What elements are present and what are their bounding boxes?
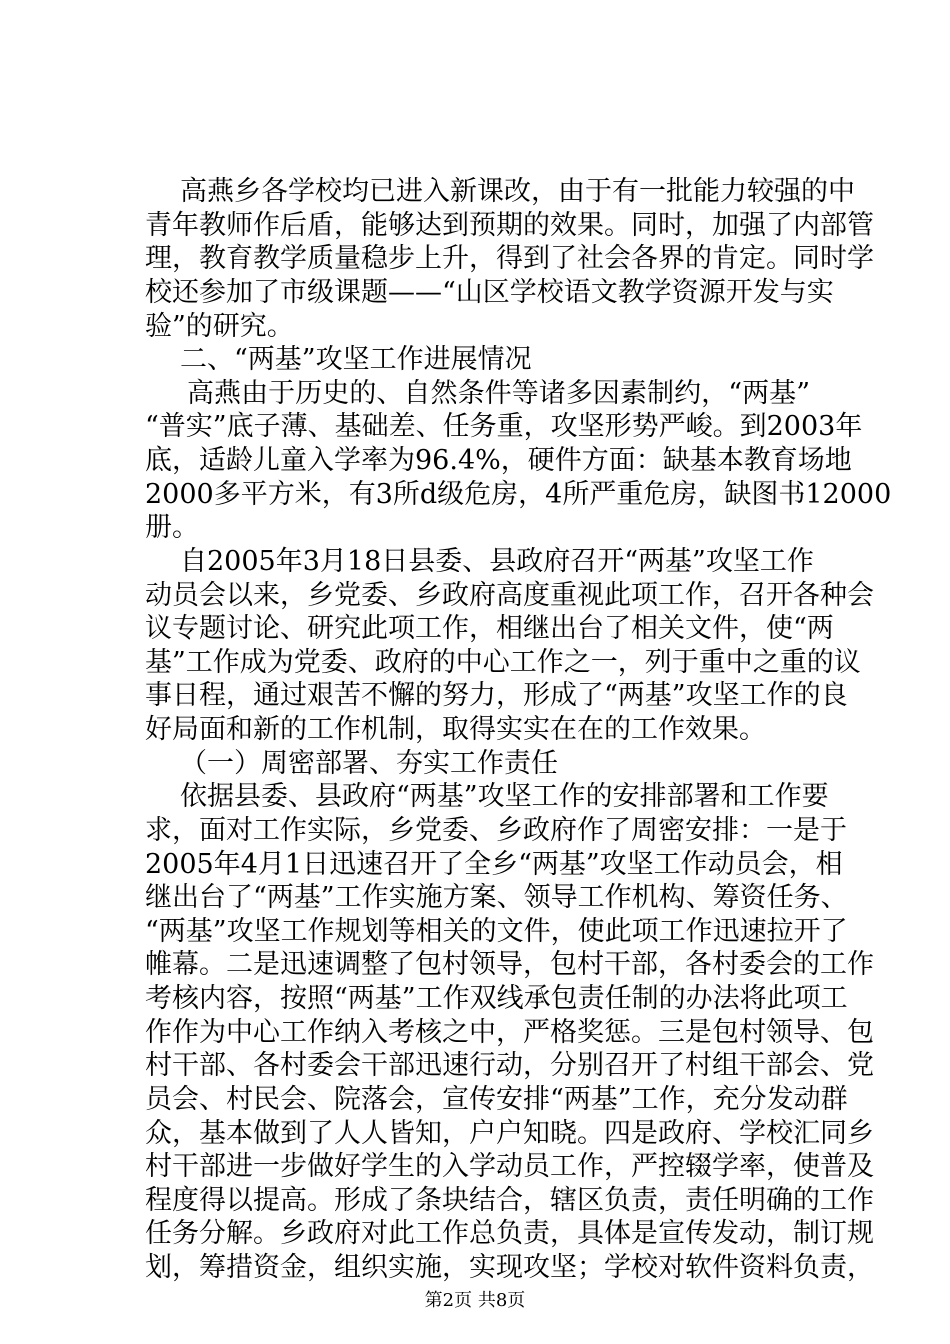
- subsection-heading: （一）周密部署、夯实工作责任: [180, 748, 558, 779]
- text-line: 校还参加了市级课题——“山区学校语文教学资源开发与实: [145, 277, 834, 308]
- text-line: “普实”底子薄、基础差、任务重，攻坚形势严峻。到2003年: [145, 411, 863, 442]
- text-line: 高燕乡各学校均已进入新课改，由于有一批能力较强的中: [180, 176, 855, 207]
- text-line: 任务分解。乡政府对此工作总负责，具体是宣传发动，制订规: [145, 1218, 874, 1249]
- text-line: 程度得以提高。形成了条块结合，辖区负责，责任明确的工作: [145, 1185, 874, 1216]
- text-line: 验”的研究。: [145, 311, 294, 342]
- text-line: 依据县委、县政府“两基”攻坚工作的安排部署和工作要: [180, 781, 829, 812]
- text-line: 事日程，通过艰苦不懈的努力，形成了“两基”攻坚工作的良: [145, 680, 848, 711]
- text-line: 求，面对工作实际，乡党委、乡政府作了周密安排：一是于: [145, 815, 847, 846]
- text-line: 村干部、各村委会干部迅速行动，分别召开了村组干部会、党: [145, 1050, 874, 1081]
- text-line: 议专题讨论、研究此项工作，相继出台了相关文件，使“两: [145, 613, 834, 644]
- text-line: 底，适龄儿童入学率为96.4%，硬件方面：缺基本教育场地: [145, 445, 852, 476]
- text-line: 划，筹措资金，组织实施，实现攻坚；学校对软件资料负责，: [145, 1252, 874, 1283]
- text-line: 众，基本做到了人人皆知，户户知晓。四是政府、学校汇同乡: [145, 1118, 874, 1149]
- text-line: 好局面和新的工作机制，取得实实在在的工作效果。: [145, 714, 766, 745]
- text-line: 员会、村民会、院落会，宣传安排“两基”工作，充分发动群: [145, 1084, 848, 1115]
- text-line: 册。: [145, 512, 199, 543]
- text-line: 自2005年3月18日县委、县政府召开“两基”攻坚工作: [180, 546, 814, 577]
- page-footer: 第2页 共8页: [424, 1290, 526, 1311]
- text-line: 2005年4月1日迅速召开了全乡“两基”攻坚工作动员会，相: [145, 849, 843, 880]
- text-line: 理，教育教学质量稳步上升，得到了社会各界的肯定。同时学: [145, 243, 874, 274]
- text-line: 作作为中心工作纳入考核之中，严格奖惩。三是包村领导、包: [145, 1017, 874, 1048]
- text-line: 村干部进一步做好学生的入学动员工作，严控辍学率，使普及: [145, 1151, 874, 1182]
- text-line: 高燕由于历史的、自然条件等诸多因素制约，“两基”: [187, 378, 810, 409]
- text-line: 帷幕。二是迅速调整了包村领导，包村干部，各村委会的工作: [145, 949, 874, 980]
- text-line: 继出台了“两基”工作实施方案、领导工作机构、筹资任务、: [145, 882, 848, 913]
- text-line: 青年教师作后盾，能够达到预期的效果。同时，加强了内部管: [145, 210, 874, 241]
- text-line: “两基”攻坚工作规划等相关的文件，使此项工作迅速拉开了: [145, 916, 848, 947]
- section-heading: 二、“两基”攻坚工作进展情况: [180, 344, 532, 375]
- text-line: 动员会以来，乡党委、乡政府高度重视此项工作，召开各种会: [145, 580, 874, 611]
- text-line: 基”工作成为党委、政府的中心工作之一，列于重中之重的议: [145, 647, 861, 678]
- text-line: 考核内容，按照“两基”工作双线承包责任制的办法将此项工: [145, 983, 848, 1014]
- text-line: 2000多平方米，有3所d级危房，4所严重危房，缺图书12000: [145, 479, 892, 510]
